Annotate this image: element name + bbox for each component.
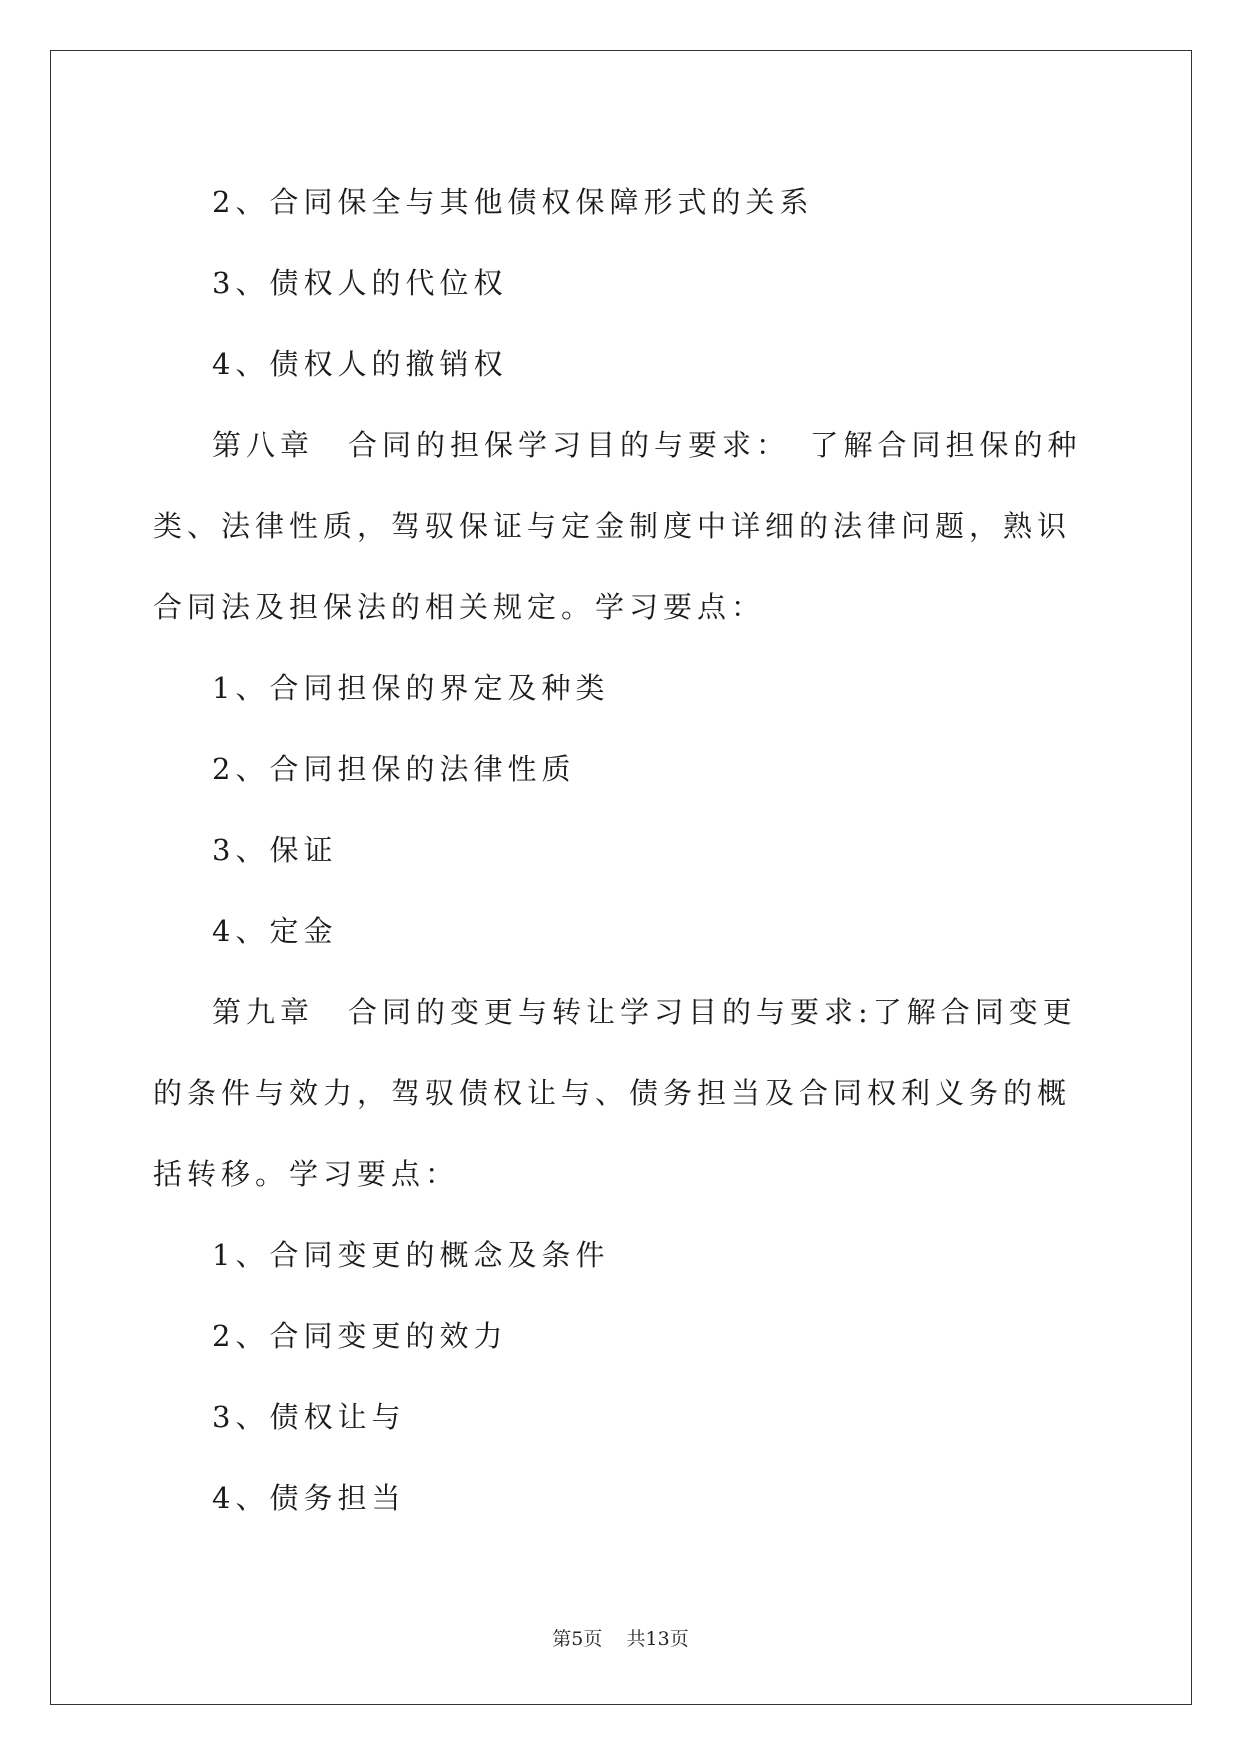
page-number: 5 — [571, 1628, 584, 1650]
list-item: 4、债务担当 — [212, 1481, 406, 1515]
page-label-prefix: 第 — [552, 1628, 572, 1650]
total-label-prefix: 共 — [626, 1628, 646, 1650]
list-item: 3、保证 — [212, 833, 338, 867]
list-item: 3、债权人的代位权 — [212, 266, 508, 300]
list-item: 4、定金 — [212, 914, 338, 948]
total-pages: 13 — [645, 1628, 670, 1650]
chapter-9-paragraph: 第九章 合同的变更与转让学习目的与要求:了解合同变更的条件与效力，驾驭债权让与、债务担当及合同权利义务的概括转移。学习要点： — [153, 995, 1077, 1191]
list-item: 2、合同变更的效力 — [212, 1319, 508, 1353]
list-item: 2、合同保全与其他债权保障形式的关系 — [212, 185, 814, 219]
page-label-suffix: 页 — [583, 1628, 603, 1650]
list-item: 1、合同变更的概念及条件 — [212, 1238, 610, 1272]
list-item: 3、债权让与 — [212, 1400, 406, 1434]
list-item: 2、合同担保的法律性质 — [212, 752, 576, 786]
chapter-8-paragraph: 第八章 合同的担保学习目的与要求： 了解合同担保的种类、法律性质，驾驭保证与定金制度中详细的法律问题，熟识合同法及担保法的相关规定。学习要点： — [153, 428, 1082, 624]
document-body — [153, 162, 1093, 1539]
total-label-suffix: 页 — [669, 1628, 689, 1650]
list-item: 1、合同担保的界定及种类 — [212, 671, 610, 705]
list-item: 4、债权人的撤销权 — [212, 347, 508, 381]
page-footer — [0, 1624, 1241, 1651]
